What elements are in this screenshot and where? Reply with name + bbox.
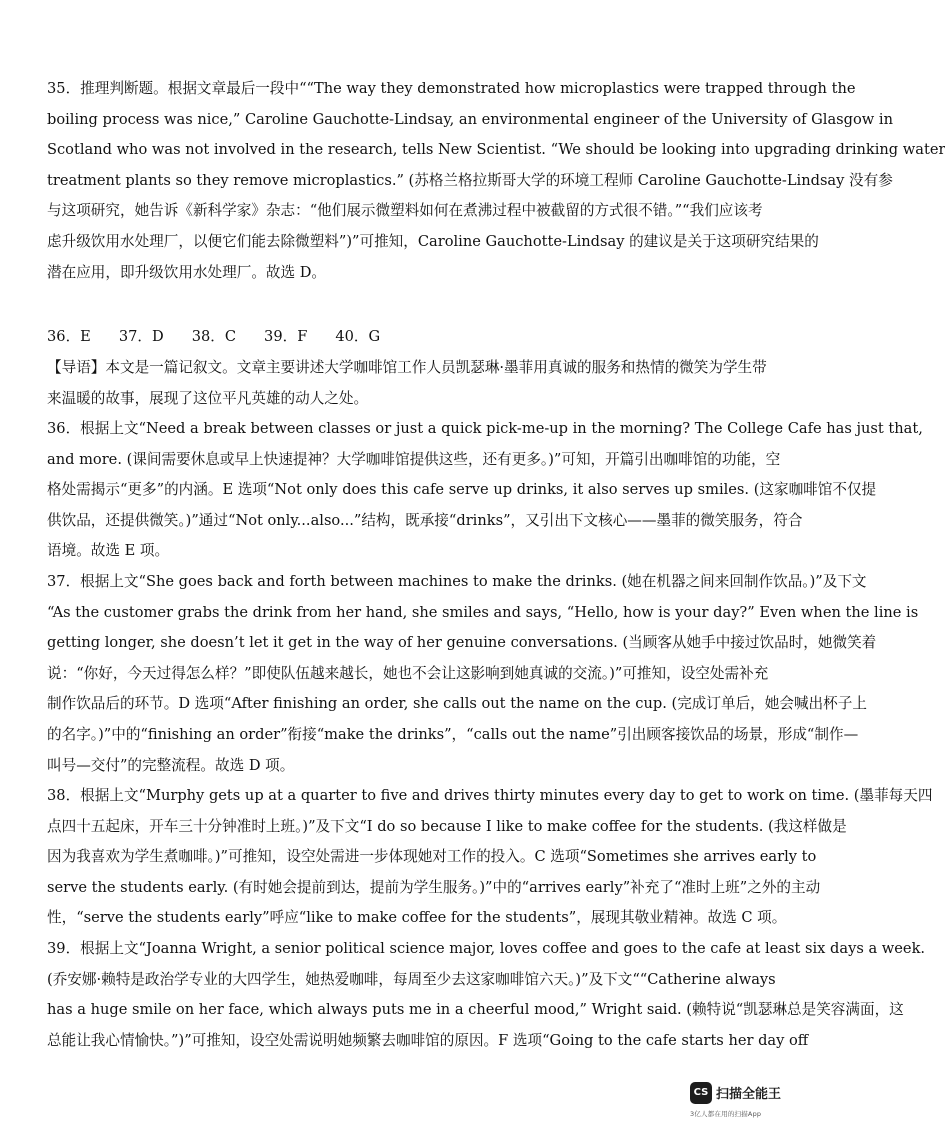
text-line: 格处需揭示“更多”的内涵。E 选项“Not only does this cafe serve up drinks, it also serves up smiles. (这家咖啡馆不仅提 [47,481,877,499]
text-line: 37．根据上文“She goes back and forth between machines to make the drinks. (她在机器之间来回制作饮品。)”及下文 [47,573,867,590]
text-line: 点四十五起床，开车三十分钟准时上班。)”及下文“I do so because I like to make coffee for the students. (我这样做是 [47,817,847,835]
text-line: 36．根据上文“Need a break between classes or just a quick pick-me-up in the morning? The College Cafe has just that, [47,420,923,437]
text-line: 说：“你好，今天过得怎么样？”即使队伍越来越长，她也不会让这影响到她真诚的交流。)”可推知，设空处需补充 [47,664,769,682]
answer-39: 39．F [264,328,308,345]
scanner-tagline: 3亿人都在用的扫描App [690,1110,762,1118]
text-line: 38．根据上文“Murphy gets up at a quarter to five and drives thirty minutes every day to get to work on time. (墨菲每天四 [47,787,933,804]
answer-40: 40．G [335,328,381,345]
text-line: 语境。故选 E 项。 [47,542,170,560]
text-line: serve the students early. (有时她会提前到达，提前为学生服务。)”中的“arrives early”补充了“准时上班”之外的主动 [47,878,821,896]
text-line: 39．根据上文“Joanna Wright, a senior political science major, loves coffee and goes to the cafe at least six days a week. [47,940,926,957]
q38-explanation [47,781,933,934]
text-line: 性，“serve the students early”呼应“like to make coffee for the students”，展现其敬业精神。故选 C 项。 [47,909,787,927]
answer-36: 36．E [47,328,91,345]
guide-intro [47,353,767,414]
scanner-watermark [690,1082,790,1122]
text-line: 供饮品，还提供微笑。)”通过“Not only...also...”结构，既承接“drinks”，又引出下文核心——墨菲的微笑服务，符合 [47,511,803,529]
text-line: 总能让我心情愉快。”)”可推知，设空处需说明她频繁去咖啡馆的原因。F 选项“Going to the cafe starts her day off [47,1031,809,1049]
q39-explanation [47,934,926,1056]
text-line: 制作饮品后的环节。D 选项“After finishing an order, she calls out the name on the cup. (完成订单后，她会喊出杯子上 [47,695,867,713]
text-line: 虑升级饮用水处理厂，以便它们能去除微塑料”)”可推知，Caroline Gauchotte-Lindsay 的建议是关于这项研究结果的 [47,232,819,250]
scanner-logo-icon: CS [690,1082,712,1104]
text-line: 来温暖的故事，展现了这位平凡英雄的动人之处。 [47,389,369,407]
text-line: 【导语】本文是一篇记叙文。文章主要讲述大学咖啡馆工作人员凯瑟琳·墨菲用真诚的服务和热情的微笑为学生带 [47,359,767,376]
text-line: and more. (课间需要休息或早上快速提神？大学咖啡馆提供这些，还有更多。)”可知，开篇引出咖啡馆的功能，空 [47,450,781,468]
answer-38: 38．C [191,328,237,345]
text-line: treatment plants so they remove microplastics.” (苏格兰格拉斯哥大学的环境工程师 Caroline Gauchotte-Lindsay 没有参 [47,171,893,189]
text-line: boiling process was nice,” Caroline Gauchotte-Lindsay, an environmental engineer of the University of Glasgow in [47,110,893,128]
text-line: getting longer, she doesn’t let it get in the way of her genuine conversations. (当顾客从她手中接过饮品时，她微笑着 [47,634,877,652]
text-line: 叫号—交付”的完整流程。故选 D 项。 [47,756,295,774]
q35-explanation [47,74,945,288]
text-line: 潜在应用，即升级饮用水处理厂。故选 D。 [47,263,327,281]
text-line: 的名字。)”中的“finishing an order”衔接“make the drinks”，“calls out the name”引出顾客接饮品的场景，形成“制作— [47,725,859,743]
text-line: Scotland who was not involved in the research, tells New Scientist. “We should be looking into upgrading drinking water [47,141,945,159]
text-line: (乔安娜·赖特是政治学专业的大四学生，她热爱咖啡，每周至少去这家咖啡馆六天。)”及下文““Catherine always [47,970,776,988]
q37-explanation [47,567,919,781]
scanner-app-name: 扫描全能王 [716,1087,782,1102]
text-line: has a huge smile on her face, which always puts me in a cheerful mood,” Wright said. (赖特说“凯瑟琳总是笑容满面，这 [47,1001,904,1019]
text-line: “As the customer grabs the drink from her hand, she smiles and says, “Hello, how is your day?” Even when the line is [47,603,919,621]
answer-37: 37．D [118,328,164,345]
text-line: 35．推理判断题。根据文章最后一段中““The way they demonstrated how microplastics were trapped through the [47,80,856,97]
answer-key [47,322,408,352]
q36-explanation [47,414,923,567]
text-line: 因为我喜欢为学生煮咖啡。)”可推知，设空处需进一步体现她对工作的投入。C 选项“Sometimes she arrives early to [47,848,817,866]
text-line: 与这项研究，她告诉《新科学家》杂志：“他们展示微塑料如何在煮沸过程中被截留的方式很不错。”“我们应该考 [47,202,763,220]
